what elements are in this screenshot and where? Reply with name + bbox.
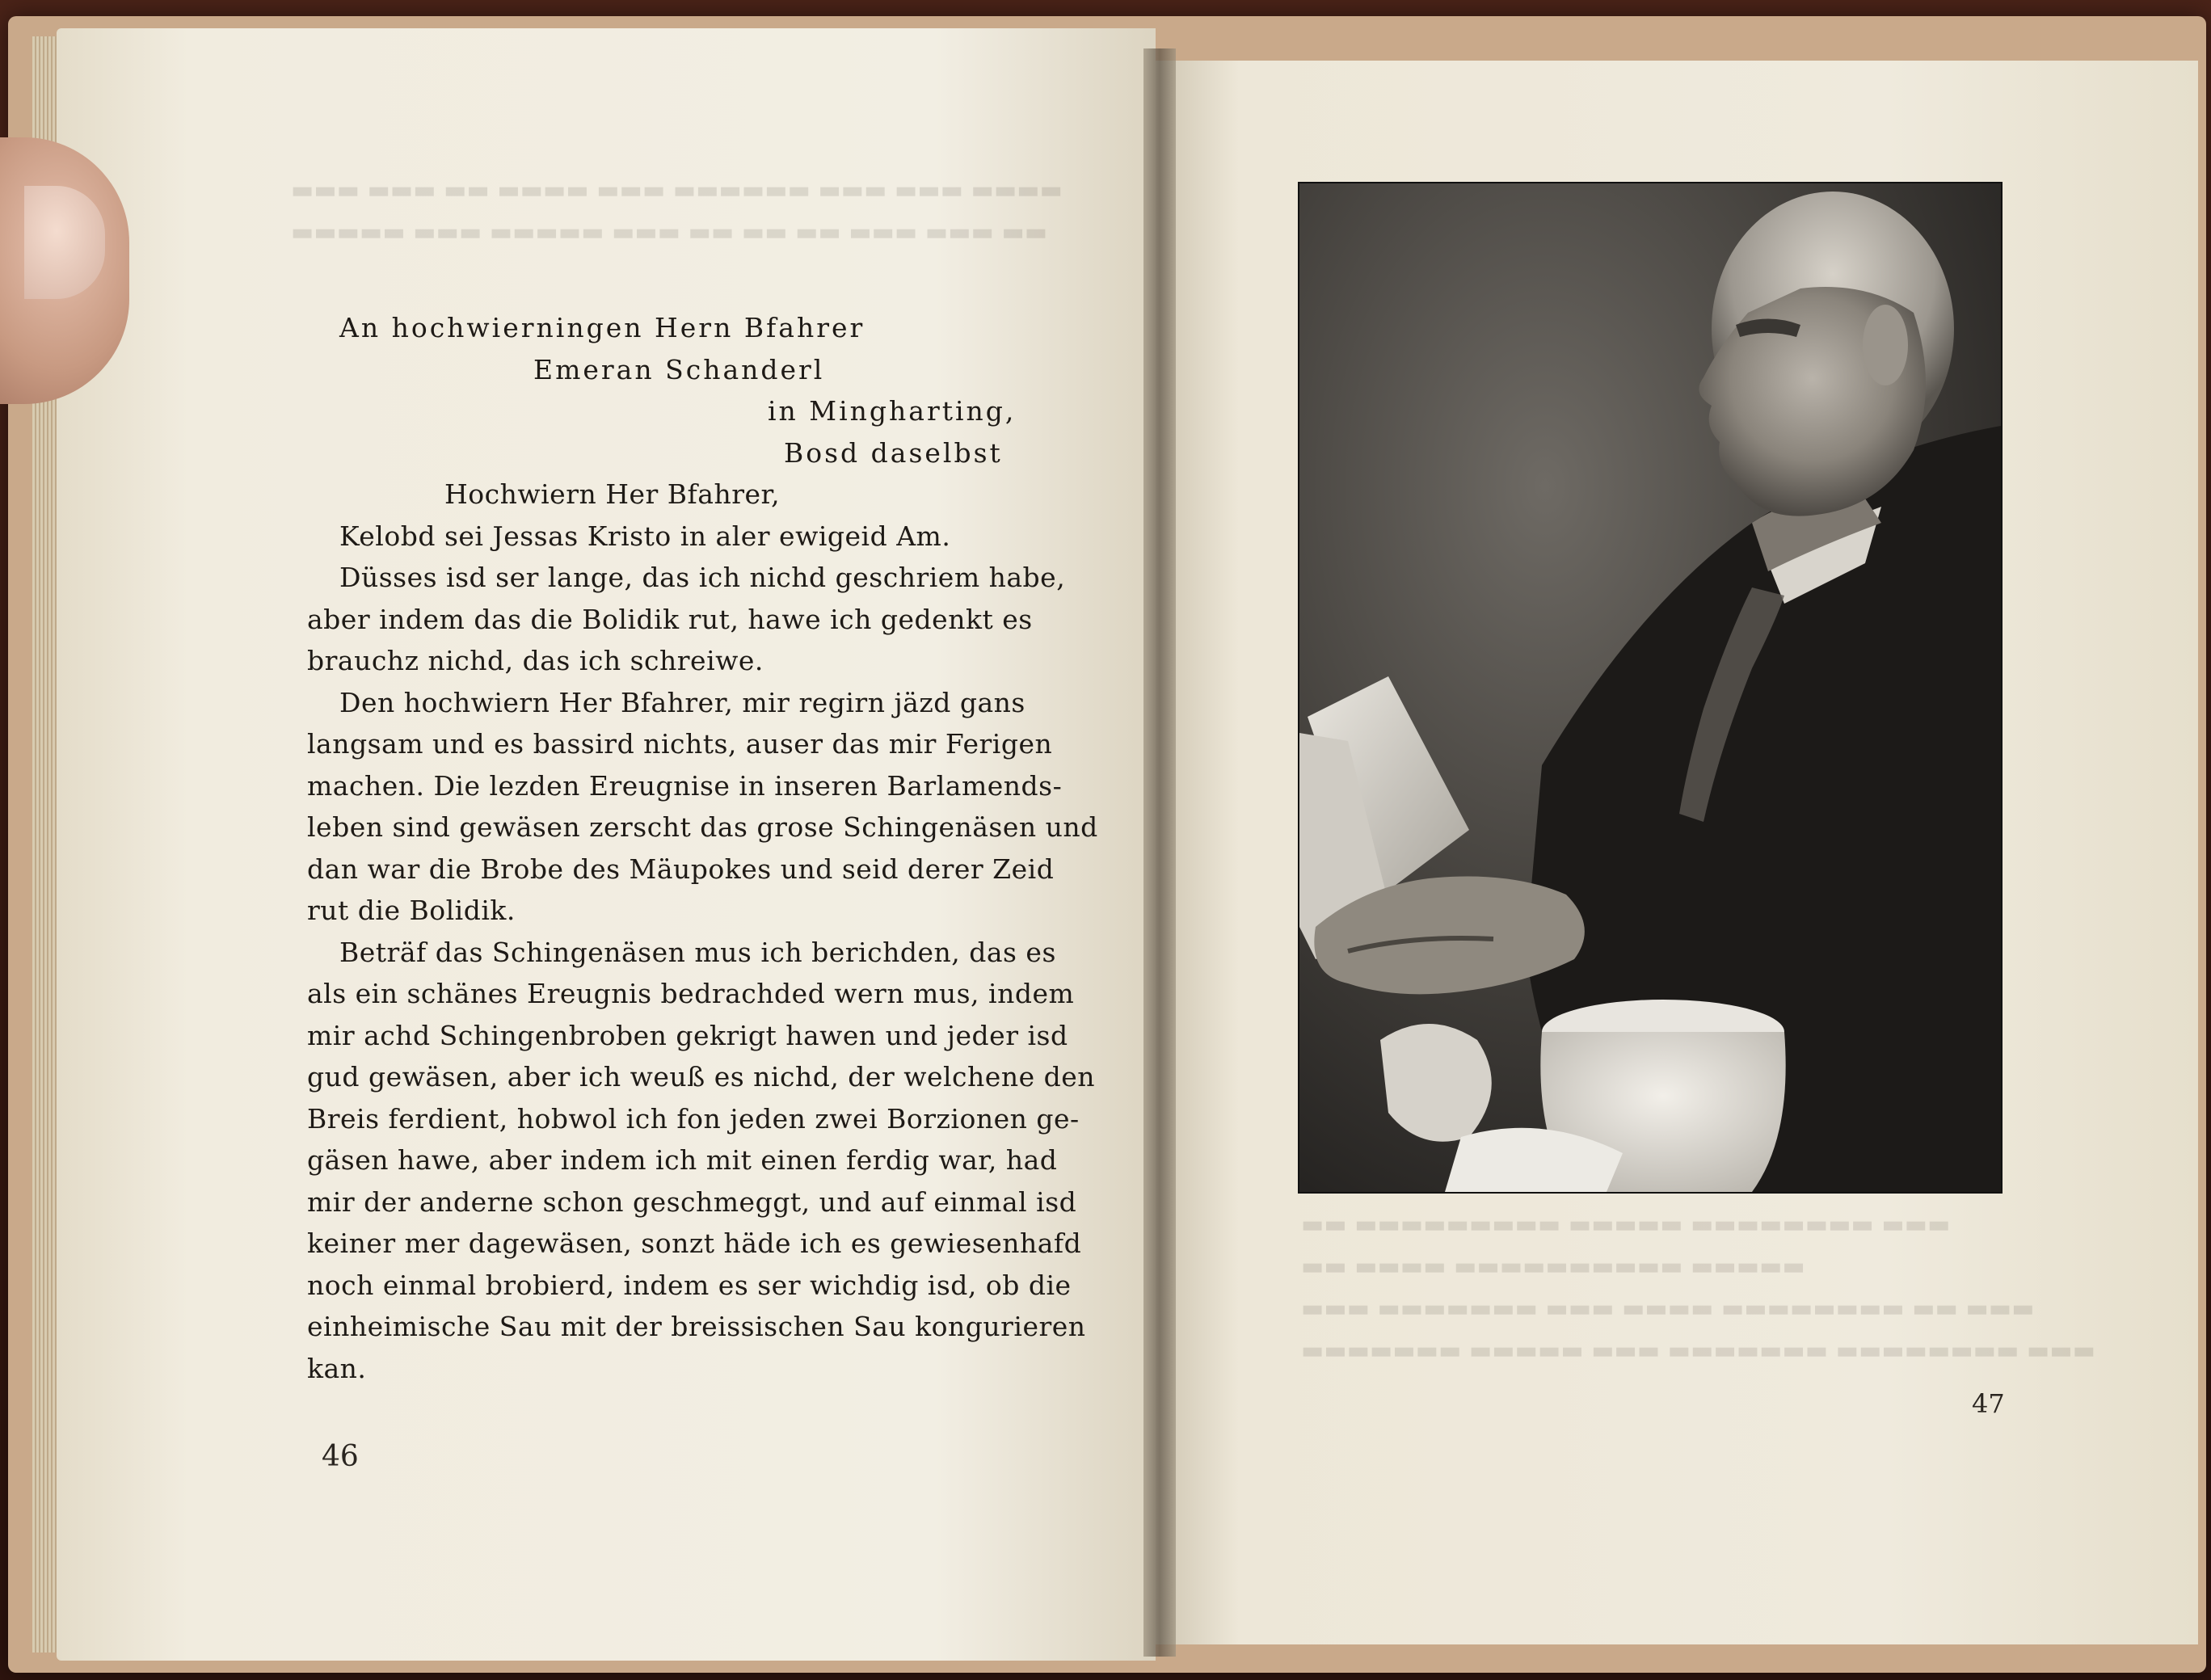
page-number-left: 46 bbox=[322, 1440, 359, 1473]
book-gutter bbox=[1143, 48, 1176, 1657]
paragraph-line: Beträf das Schingenäsen mus ich berichden, das es bbox=[339, 936, 1056, 968]
paragraph-line: keiner mer dagewäsen, sonzt häde ich es gewiesenhafd bbox=[307, 1227, 1082, 1259]
paragraph-line: rut die Bolidik. bbox=[307, 895, 516, 926]
paragraph-line: Breis ferdient, hobwol ich fon jeden zwei Borzionen ge- bbox=[307, 1102, 1080, 1135]
show-through-text: ▬▬▬▬▬▬▬ ▬▬▬▬▬ ▬▬▬ ▬▬▬▬▬▬▬ ▬▬▬▬▬▬▬▬ ▬▬▬ bbox=[1301, 1337, 2096, 1365]
paragraph-line: gäsen hawe, aber indem ich mit einen ferdig war, had bbox=[307, 1144, 1058, 1176]
show-through-text: ▬▬▬ ▬▬▬▬▬▬▬ ▬▬▬ ▬▬▬▬ ▬▬▬▬▬▬▬▬ ▬▬ ▬▬▬ bbox=[1301, 1295, 2035, 1323]
address-line: Bosd daselbst bbox=[784, 436, 1003, 469]
address-line: Emeran Schanderl bbox=[533, 353, 825, 385]
paragraph-line: brauchz nichd, das ich schreiwe. bbox=[307, 645, 764, 676]
paragraph-line: kan. bbox=[307, 1352, 367, 1384]
paragraph-line: einheimische Sau mit der breissischen Sau kongurieren bbox=[307, 1311, 1086, 1342]
portrait-photograph bbox=[1298, 182, 2003, 1194]
address-line: in Mingharting, bbox=[768, 395, 1017, 427]
text-line: Düsses isd ser lange, das ich nichd geschriem habe, bbox=[339, 562, 1066, 593]
letter-text bbox=[307, 307, 1098, 1389]
paragraph-line: noch einmal brobierd, indem es ser wichdig isd, ob die bbox=[307, 1269, 1072, 1301]
paragraph-line: als ein schänes Ereugnis bedrachded wern mus, indem bbox=[307, 978, 1075, 1009]
ear bbox=[1863, 305, 1908, 385]
paragraph-line: leben sind gewäsen zerscht das grose Schingenäsen und bbox=[307, 811, 1098, 843]
salutation: Hochwiern Her Bfahrer, bbox=[444, 478, 781, 510]
thumbnail-nail bbox=[24, 186, 105, 299]
show-through-text: ▬▬▬ ▬▬▬ ▬▬ ▬▬▬▬ ▬▬▬ ▬▬▬▬▬▬ ▬▬▬ ▬▬▬ ▬▬▬▬ bbox=[291, 176, 1063, 204]
show-through-text: ▬▬▬▬▬ ▬▬▬ ▬▬▬▬▬ ▬▬▬ ▬▬ ▬▬ ▬▬ ▬▬▬ ▬▬▬ ▬▬ bbox=[291, 218, 1048, 246]
show-through-text: ▬▬ ▬▬▬▬▬▬▬▬▬ ▬▬▬▬▬ ▬▬▬▬▬▬▬▬ ▬▬▬ bbox=[1301, 1211, 1951, 1239]
paragraph-line: aber indem das die Bolidik rut, hawe ich gedenkt es bbox=[307, 603, 1033, 635]
show-through-text: ▬▬ ▬▬▬▬ ▬▬▬▬▬▬▬▬▬▬ ▬▬▬▬▬ bbox=[1301, 1253, 1805, 1281]
paragraph-line: Den hochwiern Her Bfahrer, mir regirn jäzd gans bbox=[339, 686, 1025, 718]
portrait-illustration bbox=[1299, 183, 2001, 1192]
paragraph-line bbox=[307, 557, 1066, 599]
paragraph-line: dan war die Brobe des Mäupokes und seid derer Zeid bbox=[307, 853, 1055, 885]
paragraph-line: machen. Die lezden Ereugnise in inseren Barlamends- bbox=[307, 769, 1063, 802]
page-number-right: 47 bbox=[1972, 1388, 2005, 1419]
address-line: An hochwierningen Hern Bfahrer bbox=[339, 312, 865, 343]
paragraph-line: mir achd Schingenbroben gekrigt hawen und jeder isd bbox=[307, 1019, 1068, 1051]
paragraph-line: gud gewäsen, aber ich weuß es nichd, der welchene den bbox=[307, 1061, 1095, 1093]
greeting: Kelobd sei Jessas Kristo in aler ewigeid Am. bbox=[339, 520, 951, 552]
paragraph-line: mir der anderne schon geschmeggt, und auf einmal isd bbox=[307, 1185, 1077, 1218]
paragraph-line: langsam und es bassird nichts, auser das mir Ferigen bbox=[307, 728, 1053, 760]
